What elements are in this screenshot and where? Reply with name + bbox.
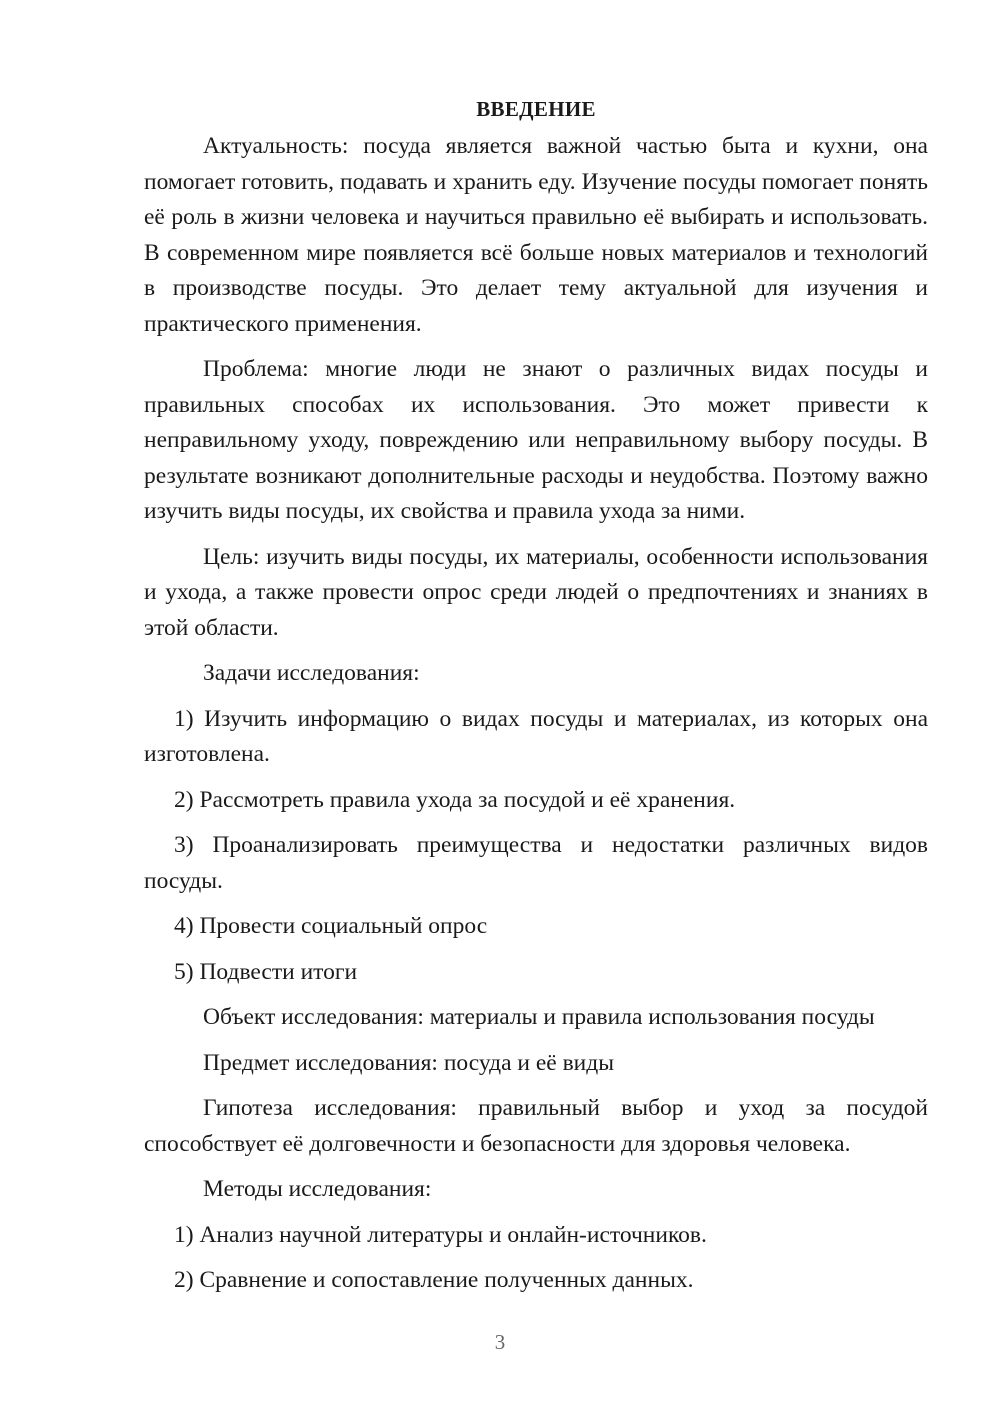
section-title: ВВЕДЕНИЕ (476, 97, 596, 121)
subject-paragraph: Предмет исследования: посуда и её виды (203, 1049, 614, 1076)
task-item: 1) Изучить информацию о видах посуды и материалах, из которых она изготовлена. (144, 705, 928, 767)
task-item: 2) Рассмотреть правила ухода за посудой и её хранения. (174, 786, 736, 813)
method-item: 1) Анализ научной литературы и онлайн-источников. (174, 1221, 707, 1248)
hypothesis-paragraph: Гипотеза исследования: правильный выбор и уход за посудой способствует её долговечности и безопасности для здоровья человека. (144, 1095, 928, 1157)
document-page (144, 92, 928, 1309)
task-item: 5) Подвести итоги (174, 958, 358, 985)
problem-paragraph: Проблема: многие люди не знают о различных видах посуды и правильных способах их использования. Это может привести к неправильному уходу, повреждению или неправильному выбору посуды. В результате возникают дополнительные расходы и неудобства. Поэтому важно изучить виды посуды, их свойства и правила ухода за ними. (144, 356, 928, 524)
method-item: 2) Сравнение и сопоставление полученных данных. (174, 1267, 694, 1293)
actuality-paragraph: Актуальность: посуда является важной частью быта и кухни, она помогает готовить, подавать и хранить еду. Изучение посуды помогает понять её роль в жизни человека и научиться правильно её выбирать и использовать. В современном мире появляется всё больше новых материалов и технологий в производстве посуды. Это делает тему актуальной для изучения и практического применения. (144, 133, 928, 337)
object-paragraph: Объект исследования: материалы и правила использования посуды (203, 1004, 875, 1030)
page-number: 3 (494, 1330, 506, 1354)
task-item: 3) Проанализировать преимущества и недостатки различных видов посуды. (144, 832, 928, 894)
methods-heading: Методы исследования: (203, 1176, 432, 1202)
tasks-heading: Задачи исследования: (203, 660, 420, 686)
task-item: 4) Провести социальный опрос (174, 913, 488, 939)
goal-paragraph: Цель: изучить виды посуды, их материалы, особенности использования и ухода, а также провести опрос среди людей о предпочтениях и знаниях в этой области. (144, 543, 928, 641)
